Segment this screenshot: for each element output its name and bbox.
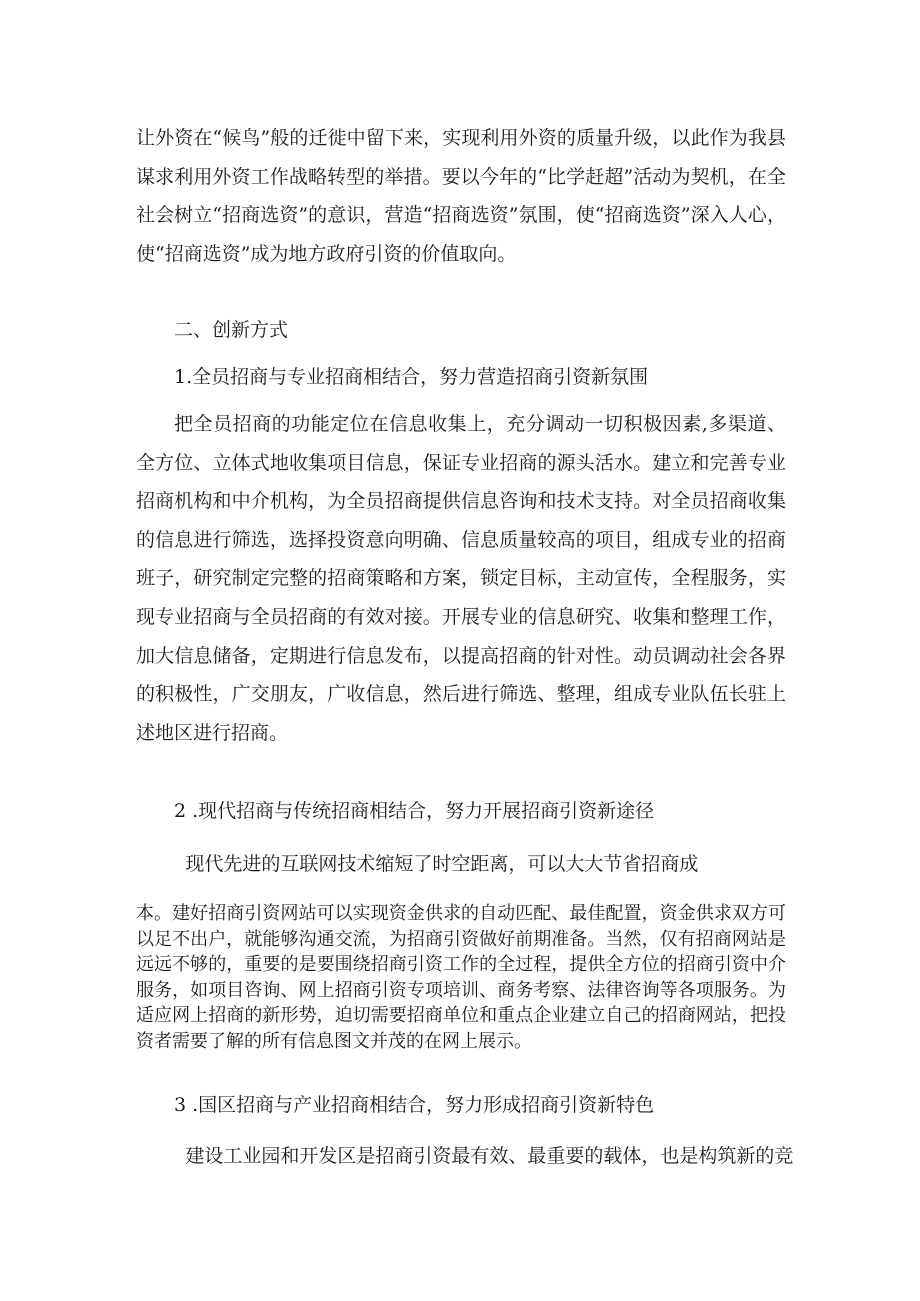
paragraph-intro: 让外资在“候鸟”般的迁徙中留下来，实现利用外资的质量升级，以此作为我县谋求利用外资工作战略转型的举措。要以今年的“比学赶超”活动为契机，在全社会树立“招商选资”的意识，营造“招商选资”氛围，使“招商选资”深入人心，使“招商选资”成为地方政府引资的价值取向。 [136,127,786,265]
section-heading: 二、创新方式 [174,319,289,341]
paragraph-3: 建设工业园和开发区是招商引资最有效、最重要的载体，也是构筑新的竞 [185,1145,794,1167]
paragraph-2-body: 本。建好招商引资网站可以实现资金供求的自动匹配、最佳配置，资金供求双方可以足不出户，就能够沟通交流，为招商引资做好前期准备。当然，仅有招商网站是远远不够的，重要的是要围绕招商引资工作的全过程，提供全方位的招商引资中介服务，如项目咨询、网上招商引资专项培训、商务考察、法律咨询等各项服务。为适应网上招商的新形势，迫切需要招商单位和重点企业建立自己的招商网站，把投资者需要了解的所有信息图文并茂的在网上展示。 [136,903,786,1052]
subheading-1: 1.全员招商与专业招商相结合，努力营造招商引资新氛围 [174,366,649,388]
paragraph-1: 把全员招商的功能定位在信息收集上，充分调动一切积极因素,多渠道、全方位、立体式地收集项目信息，保证专业招商的源头活水。建立和完善专业招商机构和中介机构，为全员招商提供信息咨询和技术支持。对全员招商收集的信息进行筛选，选择投资意向明确、信息质量较高的项目，组成专业的招商班子，研究制定完整的招商策略和方案，锁定目标，主动宣传，全程服务，实现专业招商与全员招商的有效对接。开展专业的信息研究、收集和整理工作，加大信息储备，定期进行信息发布，以提高招商的针对性。动员调动社会各界的积极性，广交朋友，广收信息，然后进行筛选、整理，组成专业队伍长驻上述地区进行招商。 [136,413,786,744]
paragraph-2-first-line: 现代先进的互联网技术缩短了时空距离，可以大大节省招商成 [185,853,699,875]
subheading-3: 3 .国区招商与产业招商相结合，努力形成招商引资新特色 [174,1094,655,1116]
subheading-2: 2 .现代招商与传统招商相结合，努力开展招商引资新途径 [174,800,655,822]
